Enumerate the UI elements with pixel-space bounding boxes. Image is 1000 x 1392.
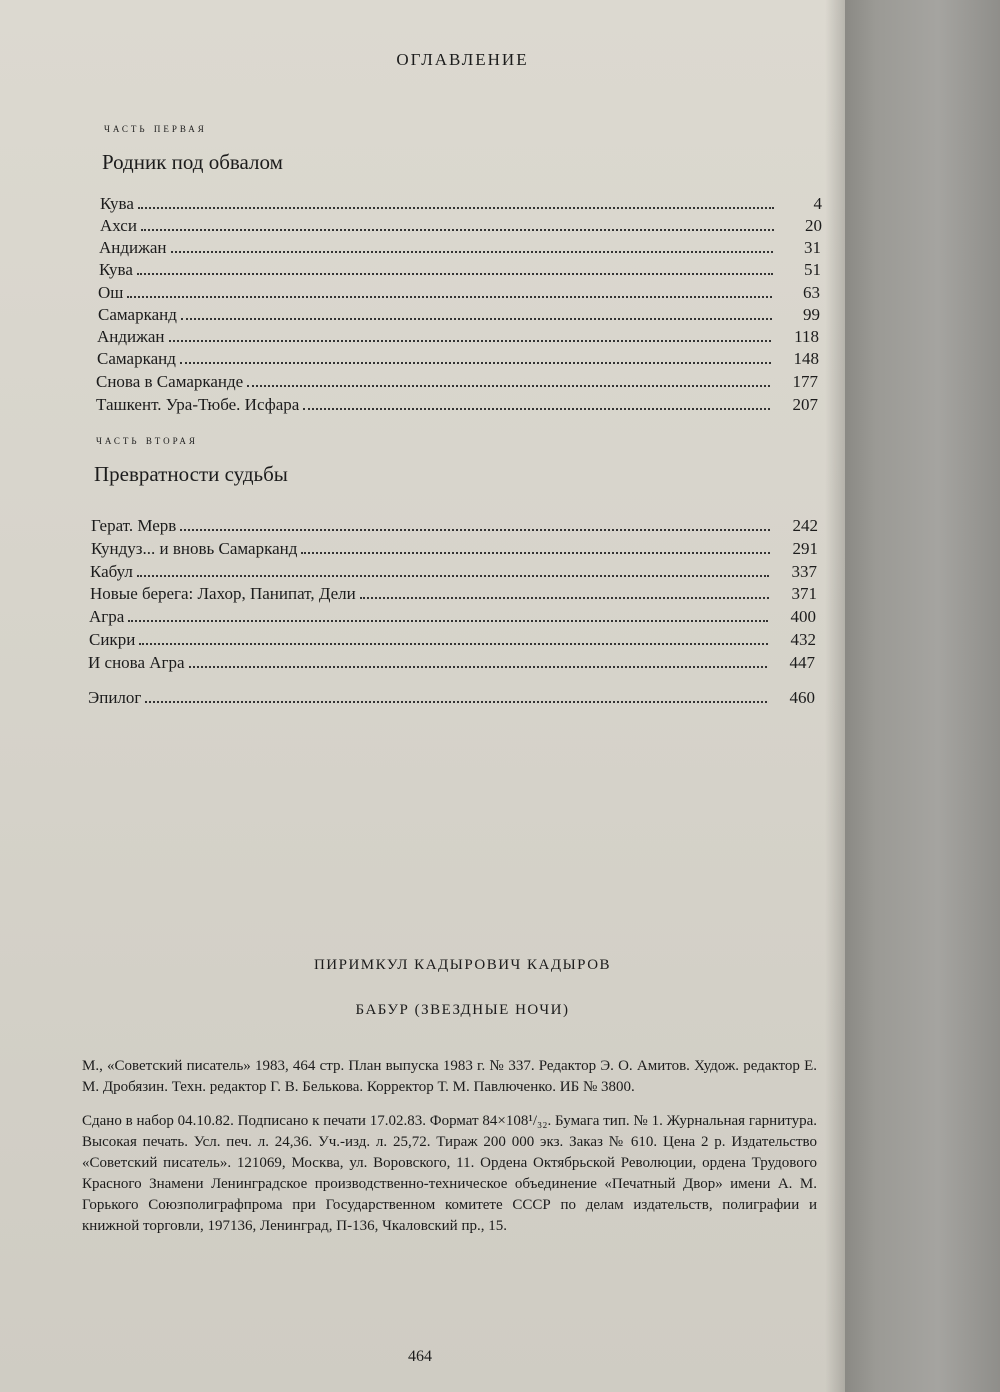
- toc-entry-label: Кува: [99, 260, 133, 279]
- toc-entry-page: 447: [789, 653, 815, 672]
- toc-entry-page: 63: [803, 283, 820, 302]
- toc-entry-label: Андижан: [97, 327, 165, 346]
- dot-leader: [128, 620, 768, 622]
- toc-entry: [96, 393, 818, 415]
- binding-shadow: [825, 0, 847, 1392]
- toc-entry-label: Герат. Мерв: [91, 516, 177, 535]
- dot-leader: [145, 701, 767, 703]
- toc-entry-label: Андижан: [99, 238, 167, 257]
- toc-entry-label: Снова в Самарканде: [96, 372, 244, 391]
- toc-entry: [99, 258, 821, 280]
- dot-leader: [247, 385, 770, 387]
- toc-entry-label: Эпилог: [88, 688, 142, 707]
- toc-entry: [97, 325, 819, 347]
- page-stack-edge: [845, 0, 1000, 1392]
- toc-entry-label: Кундуз... и вновь Самарканд: [91, 539, 298, 558]
- toc-entry: [96, 370, 818, 392]
- toc-entry-page: 118: [794, 327, 819, 346]
- toc-entry-page: 99: [803, 305, 820, 324]
- dot-leader: [171, 251, 773, 253]
- toc-entry-page: 4: [813, 194, 822, 213]
- author-name: ПИРИМКУЛ КАДЫРОВИЧ КАДЫРОВ: [313, 957, 612, 973]
- toc-entry-page: 177: [792, 372, 818, 391]
- dot-leader: [360, 597, 769, 599]
- toc-entry: [91, 537, 818, 559]
- toc-entry-label: Самарканд: [97, 349, 176, 368]
- imprint-print-info: Сдано в набор 04.10.82. Подписано к печати 17.02.83. Формат 84×108¹/₃₂. Бумага тип. № 1. Журнальная гарнитура. Высокая печать. Усл. печ. л. 24,36. Уч.-изд. л. 25,72. Тираж 200 000 экз. Заказ № 610. Цена 2 р. Издательство «Советский писатель». 121069, Москва, ул. Воровского, 11. Ордена Октябрьской Революции, ордена Трудового Красного Знамени Ленинградское производственно-техническое объединение «Печатный Двор» имени А. М. Горького Союзполиграфпрома при Государственном комитете СССР по делам издательств, полиграфии и книжной торговли, 197136, Ленинград, П-136, Чкаловский пр., 15.: [82, 1113, 817, 1234]
- page-number: 464: [408, 1348, 432, 1365]
- toc-entry-label: Ош: [98, 283, 124, 302]
- toc-entry-page: 337: [791, 562, 817, 581]
- toc-entry-page: 31: [804, 238, 821, 257]
- dot-leader: [181, 318, 772, 320]
- imprint-block: [82, 1056, 817, 1237]
- toc-entry-page: 460: [789, 688, 815, 707]
- dot-leader: [127, 296, 772, 298]
- dot-leader: [301, 552, 770, 554]
- part-one-label: часть первая: [104, 120, 207, 135]
- toc-entry-label: И снова Агра: [88, 653, 185, 672]
- toc-entry-label: Сикри: [89, 630, 136, 649]
- toc-entry: [98, 281, 820, 303]
- toc-entry-page: 20: [805, 216, 822, 235]
- dot-leader: [303, 408, 770, 410]
- toc-entry: [100, 214, 822, 236]
- dot-leader: [169, 340, 771, 342]
- toc-entry-page: 400: [790, 607, 816, 626]
- toc-entry-label: Ахси: [100, 216, 137, 235]
- dot-leader: [137, 273, 773, 275]
- toc-entry: [90, 560, 817, 582]
- toc-entry-epilogue: [88, 686, 815, 708]
- toc-entry: [89, 628, 816, 650]
- part-two-label: часть вторая: [96, 432, 198, 447]
- dot-leader: [180, 362, 771, 364]
- toc-entry-page: 207: [792, 395, 818, 414]
- part-two-title: Превратности судьбы: [94, 462, 288, 486]
- toc-entry: [98, 303, 820, 325]
- book-title: БАБУР (ЗВЕЗДНЫЕ НОЧИ): [355, 1002, 570, 1018]
- toc-entry-label: Кабул: [90, 562, 133, 581]
- dot-leader: [139, 643, 768, 645]
- toc-entry-page: 242: [792, 516, 818, 535]
- dot-leader: [180, 529, 770, 531]
- toc-entry-label: Ташкент. Ура-Тюбе. Исфара: [96, 395, 300, 414]
- part-one-title: Родник под обвалом: [102, 150, 283, 174]
- toc-entry-label: Кува: [100, 194, 134, 213]
- dot-leader: [141, 229, 774, 231]
- toc-entry-page: 291: [792, 539, 818, 558]
- toc-entry-page: 432: [790, 630, 816, 649]
- imprint-publication-info: М., «Советский писатель» 1983, 464 стр. План выпуска 1983 г. № 337. Редактор Э. О. Амитов. Худож. редактор Е. М. Дробязин. Техн. редактор Г. В. Белькова. Корректор Т. М. Павлюченко. ИБ № 3800.: [82, 1058, 817, 1095]
- toc-entry: [89, 605, 816, 627]
- toc-entry: [91, 514, 818, 536]
- toc-entry-label: Новые берега: Лахор, Панипат, Дели: [90, 584, 356, 603]
- toc-entry: [99, 236, 821, 258]
- toc-entry: [90, 582, 817, 604]
- dot-leader: [138, 207, 774, 209]
- toc-entry: [97, 347, 819, 369]
- toc-entry-page: 148: [793, 349, 819, 368]
- toc-entry-label: Самарканд: [98, 305, 177, 324]
- dot-leader: [189, 666, 767, 668]
- toc-entry: [88, 651, 815, 673]
- toc-entry-page: 371: [791, 584, 817, 603]
- toc-entry-page: 51: [804, 260, 821, 279]
- toc-entry: [100, 192, 822, 214]
- toc-title: ОГЛАВЛЕНИЕ: [396, 50, 529, 69]
- toc-entry-label: Агра: [89, 607, 125, 626]
- dot-leader: [137, 575, 769, 577]
